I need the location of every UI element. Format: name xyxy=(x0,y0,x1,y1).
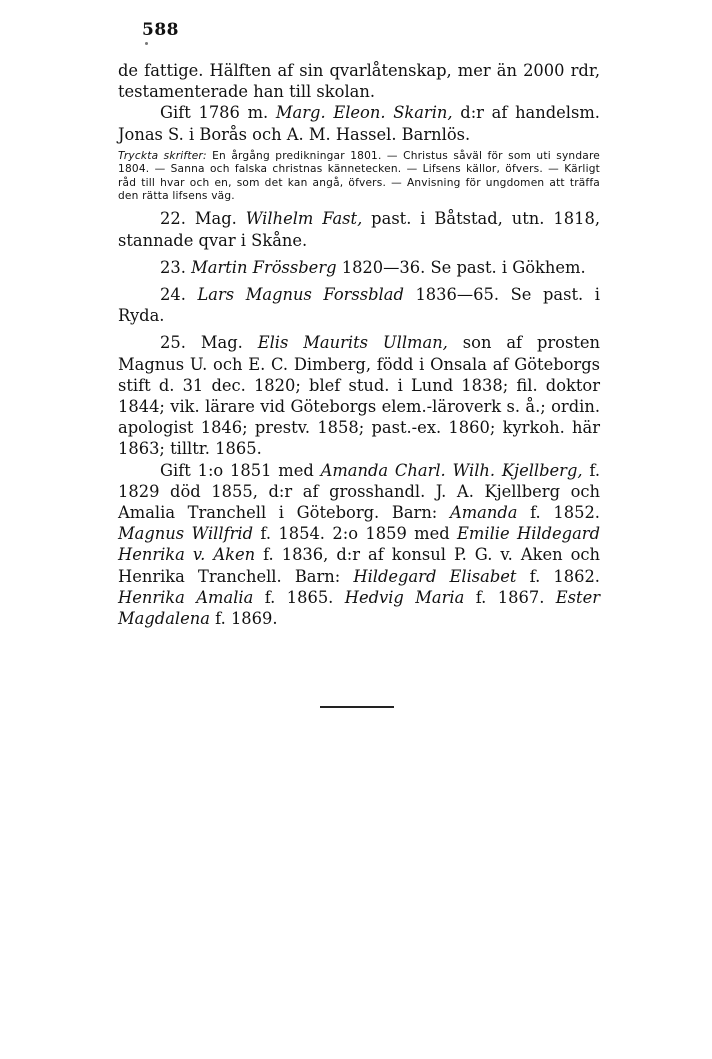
family-text: f. 1862. xyxy=(516,566,600,586)
family-text: f. 1869. xyxy=(209,609,278,629)
entry-text: 1820—36. Se past. i Gökhem. xyxy=(336,257,586,277)
section-divider xyxy=(320,706,394,708)
child-name: Magnus Willfrid xyxy=(118,524,254,544)
entry-22 xyxy=(118,208,600,250)
family-text: Gift 1:o 1851 med xyxy=(160,460,321,480)
spouse-name: Amanda Charl. Wilh. Kjellberg, xyxy=(320,460,583,480)
printed-works xyxy=(118,150,600,204)
family-text: f. 1865. xyxy=(253,587,345,607)
entry-24 xyxy=(118,284,600,326)
family-text: f. 1852. xyxy=(517,503,600,523)
print-speck xyxy=(145,42,148,45)
opening-paragraph: de fattige. Hälften af sin qvarlåtenskap, mer än 2000 rdr, testamenterade han till skolan. xyxy=(118,61,600,102)
printed-works-text: En årgång predikningar 1801. — Christus såväl för som uti syndare 1804. — Sanna och falska christnas kännetecken. — Lifsens källor, öfvers. — Kärligt råd till hvar och en, som det kan angå, öfvers. — Anvisning för ungdomen att träffa den rätta lifsens väg. xyxy=(118,149,600,203)
marriage-paragraph xyxy=(118,102,600,144)
entry-name: Wilhelm Fast, xyxy=(245,209,363,229)
child-name: Hildegard Elisabet xyxy=(353,566,517,586)
entry-text: 1836—65. Se past. i Ryda. xyxy=(118,285,600,326)
entry-text: past. i Båtstad, utn. 1818, stannade qvar i Skåne. xyxy=(118,209,600,250)
family-text: f. 1854. 2:o 1859 med xyxy=(253,524,458,544)
entry-name: Martin Frössberg xyxy=(191,257,337,277)
entry-25 xyxy=(118,332,600,459)
marriage-text-b: d:r af handelsm. Jonas S. i Borås och A. M. Hassel. Barnlös. xyxy=(118,103,600,144)
child-name: Amanda xyxy=(449,503,518,523)
entry-prefix: Mag. xyxy=(194,209,246,229)
family-paragraph xyxy=(118,460,600,630)
spouse-name: Marg. Eleon. Skarin, xyxy=(275,103,453,123)
entry-number: 25. xyxy=(160,333,186,353)
marriage-text-a: Gift 1786 m. xyxy=(160,103,276,123)
entry-number: 22. xyxy=(160,209,186,229)
spouse-name: Emilie Hildegard Henrika v. Aken xyxy=(118,524,601,565)
child-name: Hedvig Maria xyxy=(344,587,465,607)
family-text: f. 1867. xyxy=(464,587,556,607)
page-number: 588 xyxy=(142,20,179,40)
entry-number: 23. xyxy=(160,257,186,277)
entry-name: Elis Maurits Ullman, xyxy=(257,333,448,353)
child-name: Henrika Amalia xyxy=(118,587,254,607)
entry-23 xyxy=(118,257,600,278)
entry-number: 24. xyxy=(160,285,186,305)
printed-works-label: Tryckta skrifter: xyxy=(118,149,207,162)
entry-prefix: Mag. xyxy=(200,333,258,353)
family-text: f. 1836, d:r af konsul P. G. v. Aken och Henrika Tranchell. Barn: xyxy=(118,545,600,586)
child-name: Ester Magdalena xyxy=(118,587,600,629)
entry-bio: son af prosten Magnus U. och E. C. Dimberg, född i Onsala af Göteborgs stift d. 31 dec. 1820; blef stud. i Lund 1838; fil. doktor 1844; vik. lärare vid Göteborgs elem.-läroverk s. å.; ordin. apologist 1846; prestv. 1858; past.-ex. 1860; kyrkoh. här 1863; tilltr. 1865. xyxy=(118,333,600,459)
text-body xyxy=(118,60,600,629)
family-text: f. 1829 död 1855, d:r af grosshandl. J. A. Kjellberg och Amalia Tranchell i Göteborg. Barn: xyxy=(118,460,601,523)
entry-name: Lars Magnus Forssblad xyxy=(197,285,404,305)
